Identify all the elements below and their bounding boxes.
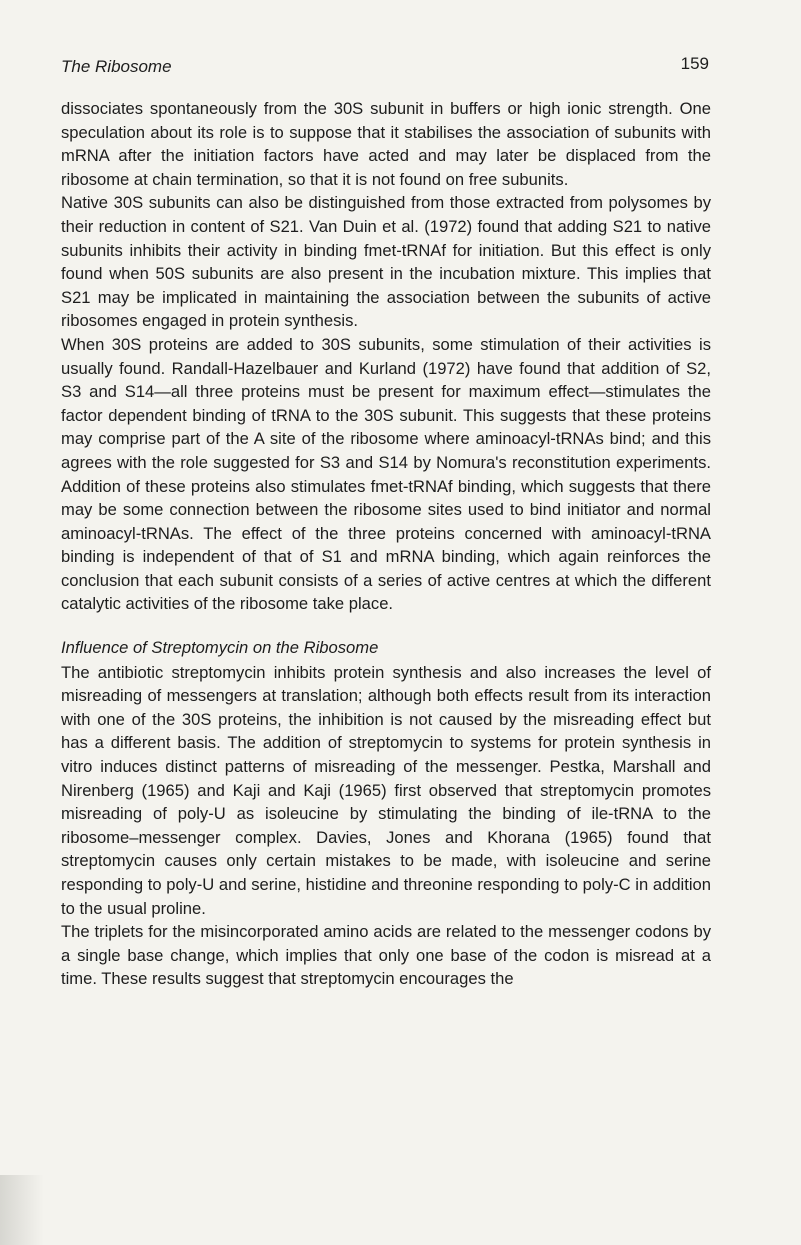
section-heading: Influence of Streptomycin on the Ribosome xyxy=(61,638,379,658)
paragraph-4: The antibiotic streptomycin inhibits protein synthesis and also increases the level of misreading of messengers at translation; although both effects result from its interaction with one of the 30S proteins, the inhibition is not caused by the misreading effect but has a different basis. The addition of streptomycin to systems for protein synthesis in vitro induces distinct patterns of misreading of the messenger. Pestka, Marshall and Nirenberg (1965) and Kaji and Kaji (1965) first observed that streptomycin promotes misreading of poly-U as isoleucine by stimulating the binding of ile-tRNA to the ribosome–messenger complex. Davies, Jones and Khorana (1965) found that streptomycin causes only certain mistakes to be made, with isoleucine and serine responding to poly-U and serine, histidine and threonine responding to poly-C in addition to the usual proline. xyxy=(61,662,711,918)
book-page xyxy=(61,54,711,991)
body-text xyxy=(61,97,711,991)
paragraph-5: The triplets for the misincorporated amino acids are related to the messenger codons by a single base change, which implies that only one base of the codon is misread at a time. These results suggest that streptomycin encourages the xyxy=(61,922,711,989)
page-number: 159 xyxy=(680,54,709,73)
page-shadow xyxy=(0,1175,44,1245)
running-head xyxy=(61,54,711,84)
running-title: The Ribosome xyxy=(61,57,172,76)
paragraph-1: dissociates spontaneously from the 30S subunit in buffers or high ionic strength. One speculation about its role is to suppose that it stabilises the association of subunits with mRNA after the initiation factors have acted and may later be displaced from the ribosome at chain termination, so that it is not found on free subunits. xyxy=(61,99,711,189)
paragraph-3: When 30S proteins are added to 30S subunits, some stimulation of their activities is usually found. Randall-Hazelbauer and Kurland (1972) have found that addition of S2, S3 and S14—all three proteins must be present for maximum effect—stimulates the factor dependent binding of tRNA to the 30S subunit. This suggests that these proteins may comprise part of the A site of the ribosome where aminoacyl-tRNAs bind; and this agrees with the role suggested for S3 and S14 by Nomura's reconstitution experiments. Addition of these proteins also stimulates fmet-tRNAf binding, which suggests that there may be some connection between the ribosome sites used to bind initiator and normal aminoacyl-tRNAs. The effect of the three proteins concerned with aminoacyl-tRNA binding is independent of that of S1 and mRNA binding, which again reinforces the conclusion that each subunit consists of a series of active centres at which the different catalytic activities of the ribosome take place. xyxy=(61,334,711,614)
paragraph-2: Native 30S subunits can also be distinguished from those extracted from polysomes by their reduction in content of S21. Van Duin et al. (1972) found that adding S21 to native subunits inhibits their activity in binding fmet-tRNAf for initiation. But this effect is only found when 50S subunits are also present in the incubation mixture. This implies that S21 may be implicated in maintaining the association between the subunits of active ribosomes engaged in protein synthesis. xyxy=(61,193,711,331)
